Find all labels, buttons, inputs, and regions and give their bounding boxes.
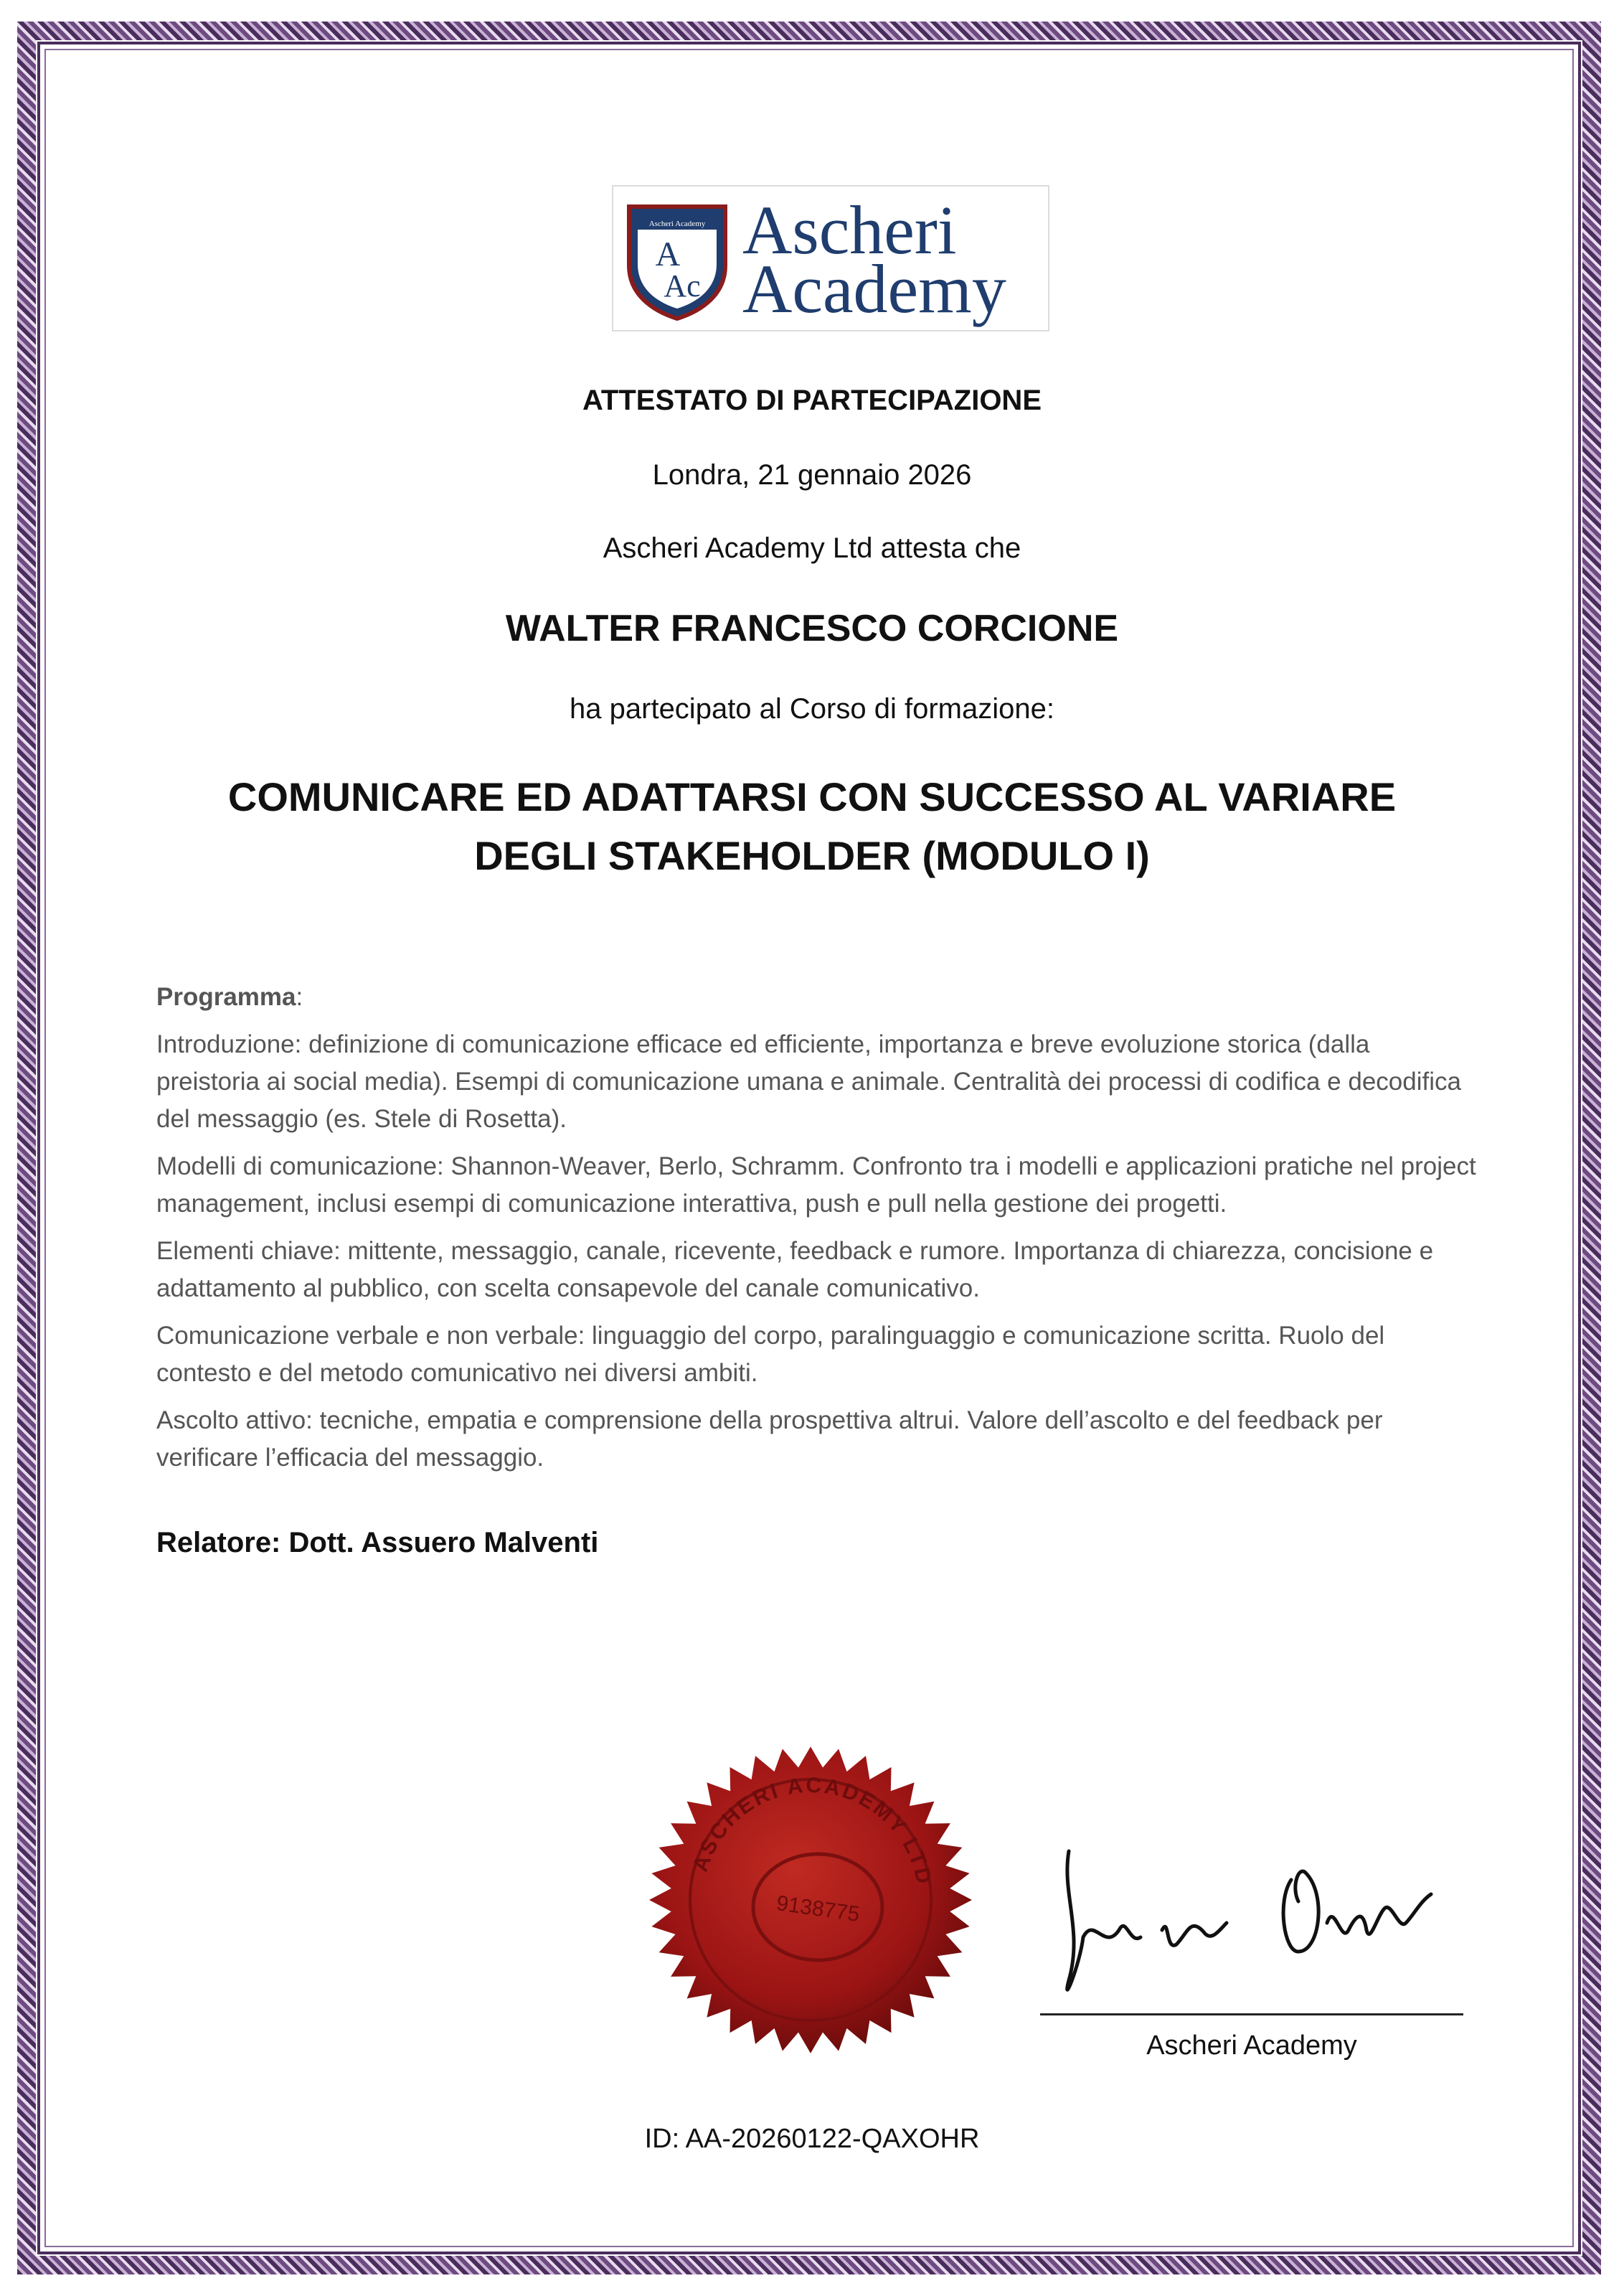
logo-line2: Academy (742, 250, 1006, 327)
wax-seal (624, 1735, 997, 2065)
program-section (156, 979, 1476, 1487)
handwritten-signature (1040, 1808, 1463, 2023)
svg-text:ASCHERI ACADEMY LTD: ASCHERI ACADEMY LTD (688, 1773, 936, 1888)
course-title-line1: COMUNICARE ED ADATTARSI CON SUCCESSO AL VARIARE (227, 774, 1397, 819)
participant-name: WALTER FRANCESCO CORCIONE (505, 608, 1119, 649)
place-date: Londra, 21 gennaio 2026 (652, 459, 972, 491)
program-paragraph: Elementi chiave: mittente, messaggio, canale, ricevente, feedback e rumore. Importanza di chiarezza, concisione e adattamento al pubblico, con scelta consapevole del canale comunicativo. (156, 1237, 1434, 1302)
svg-text:Ascheri Academy: Ascheri Academy (648, 220, 706, 228)
attestation-line: Ascheri Academy Ltd attesta che (603, 532, 1021, 564)
program-paragraph: Comunicazione verbale e non verbale: linguaggio del corpo, paralinguaggio e comunicazione scritta. Ruolo del contesto e del metodo comunicativo nei diversi ambiti. (156, 1322, 1385, 1387)
signature-label: Ascheri Academy (1146, 2031, 1357, 2061)
participation-line: ha partecipato al Corso di formazione: (570, 693, 1054, 725)
speaker: Relatore: Dott. Assuero Malventi (156, 1527, 599, 1558)
course-title-line2: DEGLI STAKEHOLDER (MODULO I) (474, 833, 1150, 878)
certificate-id: ID: AA-20260122-QAXOHR (644, 2124, 980, 2154)
course-title (0, 768, 1624, 885)
shield-icon (623, 199, 731, 321)
logo-line1: Ascheri (742, 192, 957, 268)
svg-text:9138775: 9138775 (775, 1891, 861, 1926)
svg-text:A: A (655, 235, 681, 273)
signature-line (1040, 2013, 1463, 2015)
program-heading: Programma: (156, 983, 303, 1011)
program-paragraph: Modelli di comunicazione: Shannon-Weaver, Berlo, Schramm. Confronto tra i modelli e applicazioni pratiche nel project management, inclusi esempi di comunicazione interattiva, push e pull nella gestione dei progetti. (156, 1152, 1476, 1218)
program-paragraph: Introduzione: definizione di comunicazione efficace ed efficiente, importanza e breve evoluzione storica (dalla preistoria ai social media). Esempi di comunicazione umana e animale. Centralità dei processi di codifica e decodifica del messaggio (es. Stele di Rosetta). (156, 1030, 1461, 1133)
academy-logo (612, 185, 1049, 331)
logo-wordmark (742, 192, 1006, 327)
program-paragraph: Ascolto attivo: tecniche, empatia e comprensione della prospettiva altrui. Valore dell’ascolto e del feedback per verificare l’efficacia del messaggio. (156, 1406, 1383, 1472)
svg-text:Ac: Ac (664, 268, 701, 304)
certificate-title: ATTESTATO DI PARTECIPAZIONE (582, 385, 1042, 416)
